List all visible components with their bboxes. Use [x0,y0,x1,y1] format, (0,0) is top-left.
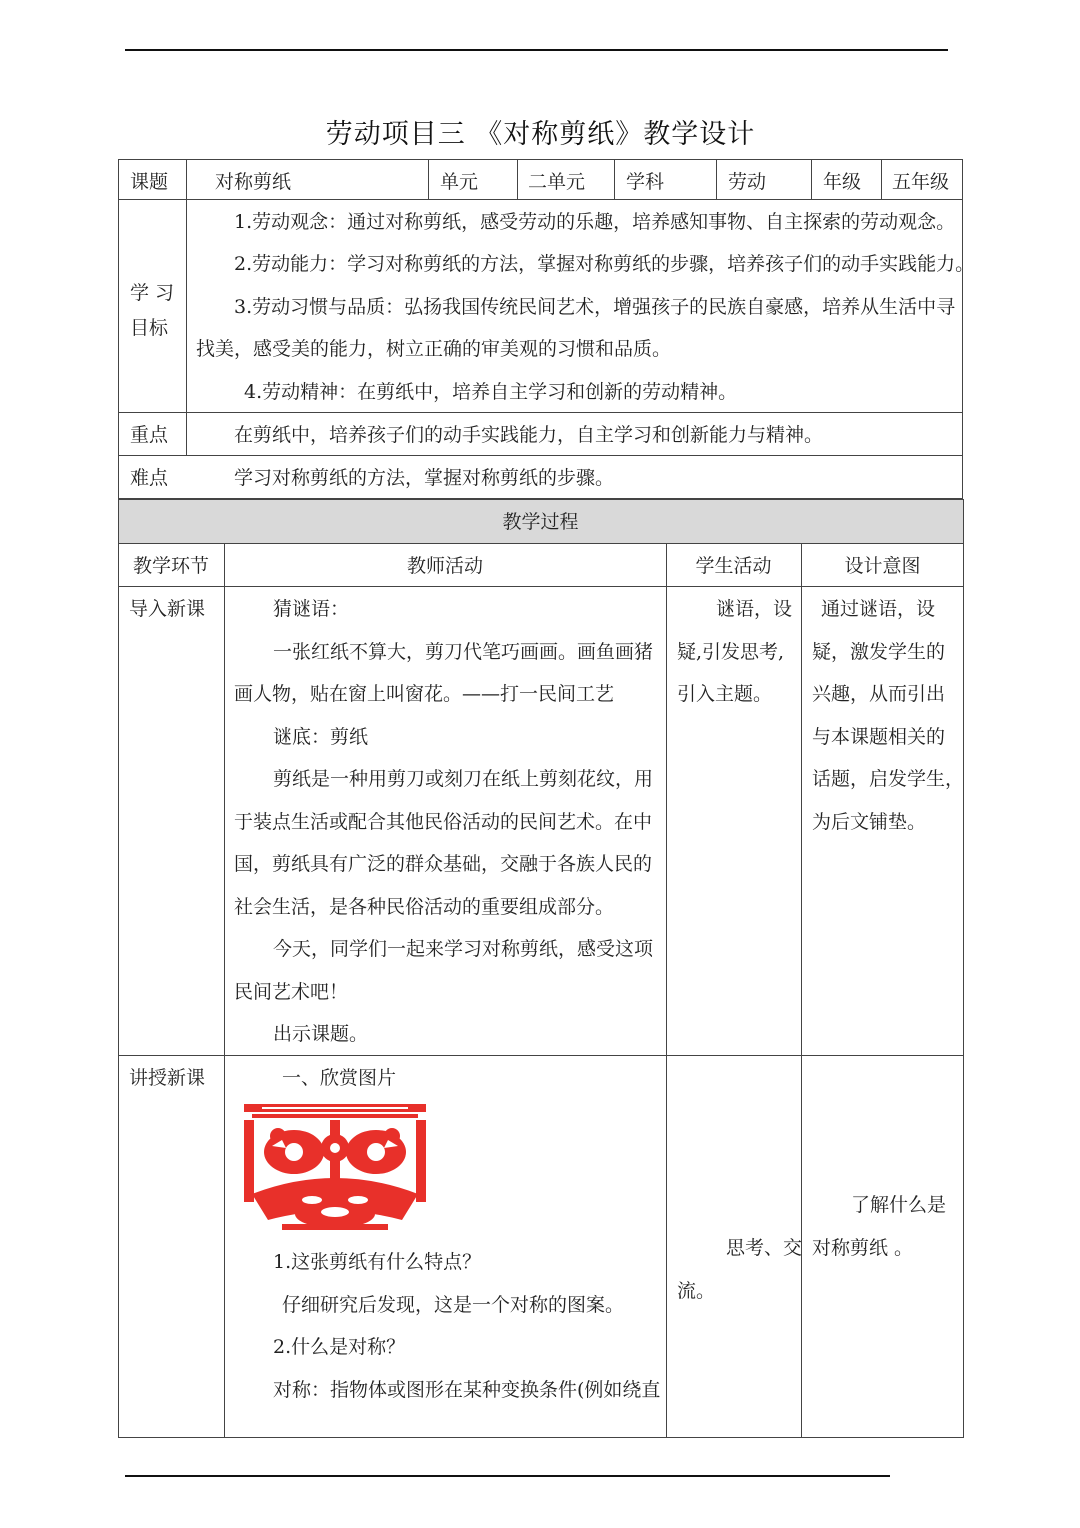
col-intent: 设计意图 [844,555,921,577]
intro-teacher-line: 社会生活，是各种民俗活动的重要组成部分。 [234,896,615,918]
lesson-teacher-line: 一、欣赏图片 [282,1067,397,1089]
stage-lesson: 讲授新课 [129,1067,206,1089]
topic-value: 对称剪纸 [215,171,292,193]
intro-teacher-line: 出示课题。 [273,1023,369,1045]
subject-label: 学科 [626,171,665,193]
intro-student-line: 引入主题。 [677,683,773,705]
intro-teacher-line: 剪纸是一种用剪刀或刻刀在纸上剪刻花纹，用 [273,768,654,790]
key-point-label: 重点 [130,424,169,446]
intro-intent-line: 兴趣，从而引出 [812,683,946,705]
footer-rule [125,1475,890,1477]
objective-line-3: 3.劳动习惯与品质：弘扬我国传统民间艺术，增强孩子的民族自豪感，培养从生活中寻 [234,296,956,318]
intro-intent-line: 话题，启发学生， [812,768,965,790]
difficulty-text: 学习对称剪纸的方法，掌握对称剪纸的步骤。 [234,467,615,489]
objective-line-4: 找美，感受美的能力，树立正确的审美观的习惯和品质。 [196,338,672,360]
objective-line-1: 1.劳动观念：通过对称剪纸，感受劳动的乐趣，培养感知事物、自主探索的劳动观念。 [234,211,956,233]
objective-line-5: 4.劳动精神：在剪纸中，培养自主学习和创新的劳动精神。 [244,381,738,403]
unit-value: 二单元 [528,171,586,193]
lesson-teacher-line: 对称：指物体或图形在某种变换条件(例如绕直 [273,1379,661,1401]
intro-teacher-line: 猜谜语： [273,598,350,620]
intro-teacher-line: 谜底：剪纸 [273,726,369,748]
page-title: 劳动项目三 《对称剪纸》教学设计 [325,119,756,150]
grade-value: 五年级 [892,171,950,193]
difficulty-label: 难点 [130,467,169,489]
intro-teacher-line: 民间艺术吧！ [234,981,349,1003]
intro-intent-line: 通过谜语，设 [821,598,936,620]
intro-intent-line: 与本课题相关的 [812,726,946,748]
intro-intent-line: 疑，激发学生的 [812,641,946,663]
lesson-teacher-line: 2.什么是对称？ [273,1336,406,1358]
objectives-label-1: 学 习 [130,282,175,304]
lesson-intent-line: 对称剪纸 。 [812,1237,914,1259]
header-rule [125,49,948,51]
col-stage: 教学环节 [132,555,209,577]
lesson-intent-line: 了解什么是 [851,1194,947,1216]
objectives-label-2: 目标 [130,317,169,339]
intro-teacher-line: 于装点生活或配合其他民俗活动的民间艺术。在中 [234,811,653,833]
intro-student-line: 疑,引发思考, [677,641,785,663]
lesson-student-line: 流。 [677,1280,716,1302]
intro-teacher-line: 今天，同学们一起来学习对称剪纸，感受这项 [273,938,654,960]
lesson-teacher-line: 1.这张剪纸有什么特点？ [273,1251,482,1273]
intro-student-line: 谜语，设 [716,598,793,620]
intro-teacher-line: 画人物，贴在窗上叫窗花。——打一民间工艺 [234,683,615,705]
lesson-teacher-line: 仔细研究后发现，这是一个对称的图案。 [282,1294,625,1316]
red-papercut-image [242,1102,428,1234]
intro-teacher-line: 国，剪纸具有广泛的群众基础，交融于各族人民的 [234,853,653,875]
lesson-student-line: 思考、交 [726,1237,803,1259]
grade-label: 年级 [823,171,862,193]
key-point-text: 在剪纸中，培养孩子们的动手实践能力，自主学习和创新能力与精神。 [234,424,824,446]
intro-intent-line: 为后文铺垫。 [812,811,927,833]
unit-label: 单元 [440,171,479,193]
topic-label: 课题 [130,171,169,193]
objective-line-2: 2.劳动能力：学习对称剪纸的方法，掌握对称剪纸的步骤，培养孩子们的动手实践能力。 [234,253,975,275]
process-header: 教学过程 [502,511,579,533]
col-student: 学生活动 [695,555,772,577]
intro-teacher-line: 一张红纸不算大，剪刀代笔巧画画。画鱼画猪 [273,641,654,663]
stage-intro: 导入新课 [129,598,206,620]
subject-value: 劳动 [728,171,767,193]
col-teacher: 教师活动 [406,555,483,577]
